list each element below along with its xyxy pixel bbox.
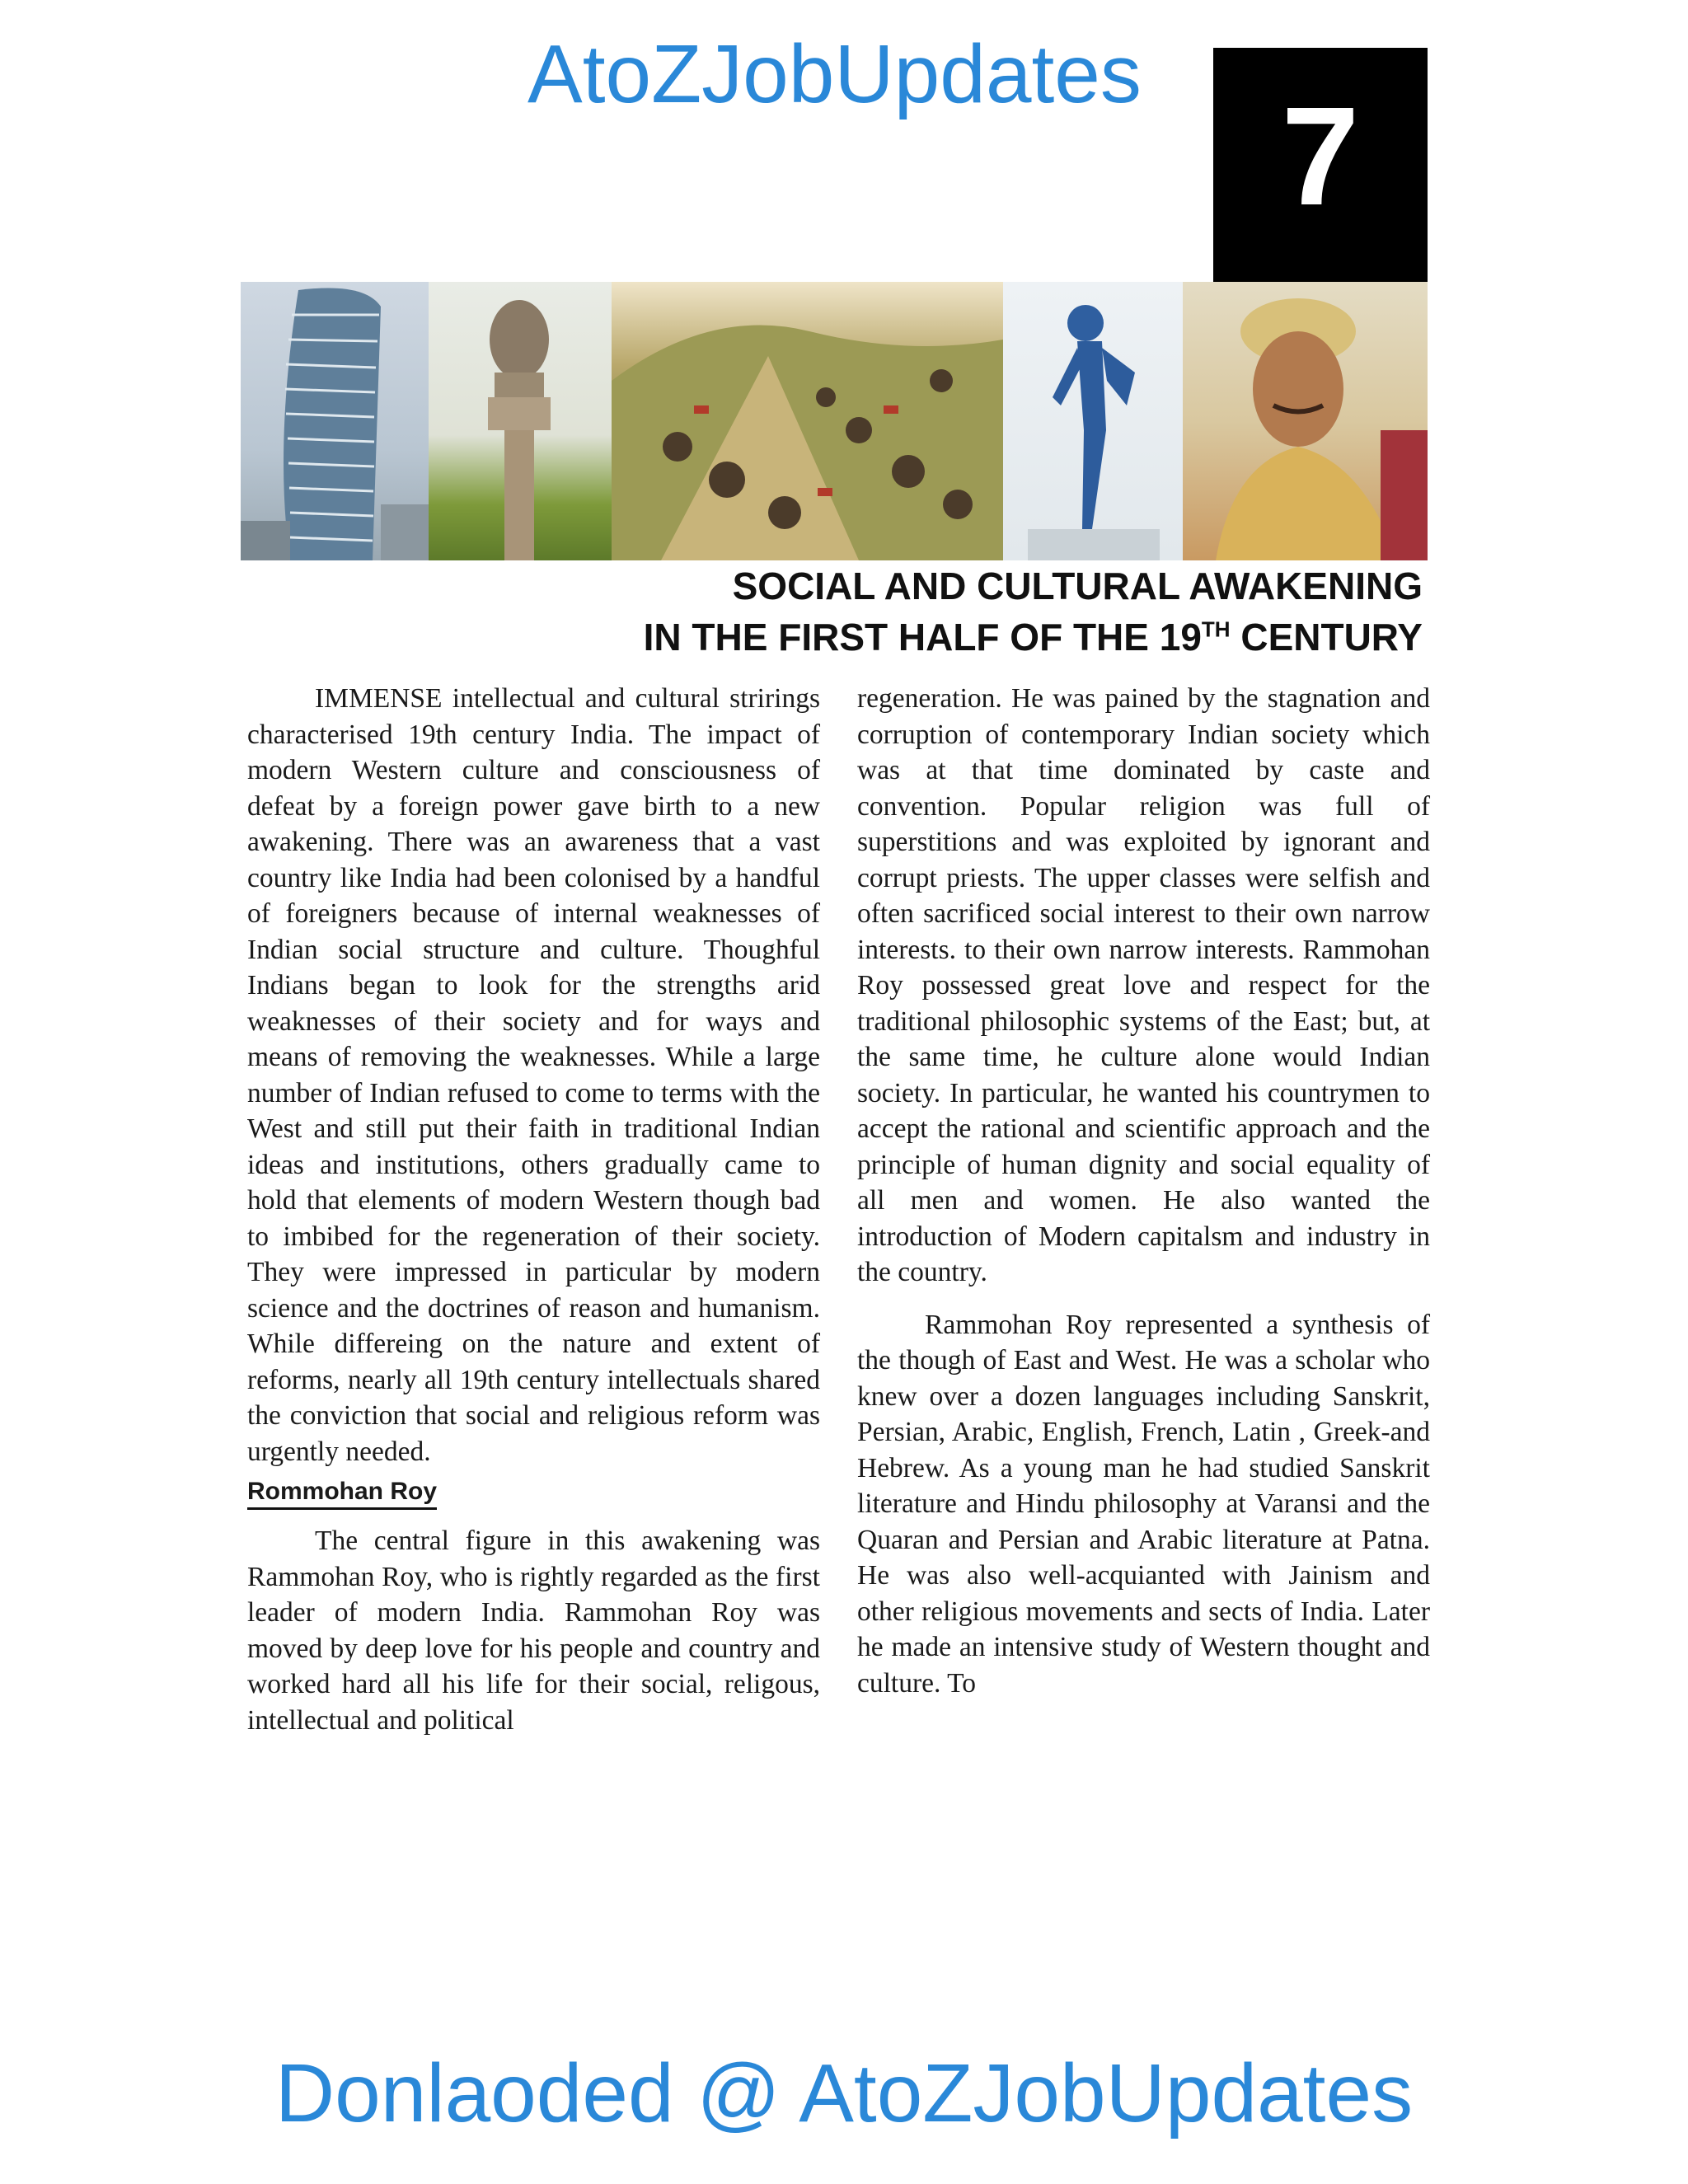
section-subheading: Rommohan Roy	[247, 1476, 437, 1510]
left-text-column	[247, 681, 820, 1738]
chapter-title-line2-suffix: CENTURY	[1230, 616, 1423, 658]
chapter-title	[644, 560, 1423, 663]
battle-painting-image	[612, 282, 1003, 560]
mughal-portrait-image	[1183, 282, 1428, 560]
chapter-title-line2	[644, 612, 1423, 663]
regeneration-paragraph: regeneration. He was pained by the stagnation and corruption of contemporary Indian society which was at that time dominated by caste and convention. Popular religion was full of superstitions and was exploited by ignorant and corrupt priests. The upper classes were selfish and often sacrificed social interest to their own narrow interests. to their own narrow interests. Rammohan Roy possessed great love and respect for the traditional philosophic systems of the East; but, at the same time, he culture alone would Indian society. In particular, he wanted his countrymen to accept the rational and scientific approach and the principle of human dignity and social equality of all men and women. He also wanted the introduction of Modern capitalsm and industry in the country.	[857, 683, 1430, 1287]
chapter-title-line1: SOCIAL AND CULTURAL AWAKENING	[732, 565, 1423, 607]
chapter-banner-images	[241, 282, 1428, 560]
ashoka-pillar-image	[429, 282, 612, 560]
watermark-bottom-text: Donlaoded @ AtoZJobUpdates	[274, 2047, 1414, 2139]
chapter-number-box	[1213, 48, 1428, 282]
right-text-column	[857, 681, 1430, 1701]
rammohan-paragraph: The central figure in this awakening was Rammohan Roy, who is rightly regarded as the first leader of modern India. Rammohan Roy was moved by deep love for his people and country and worked hard all his life for their social, religous, intellectual and political	[247, 1526, 820, 1736]
watermark-top-text: AtoZJobUpdates	[528, 28, 1142, 120]
chapter-title-superscript: TH	[1201, 616, 1231, 642]
synthesis-paragraph: Rammohan Roy represented a synthesis of the though of East and West. He was a scholar who knew over a dozen languages including Sanskrit, Persian, Arabic, English, French, Latin , Greek-and Hebrew. As a young man he had studied Sanskrit literature and Hindu philosophy at Varansi and the Quaran and Persian and Arabic literature at Patna. He was also well-acquianted with Jainism and other religious movements and sects of India. Later he made an intensive study of Western thought and culture. To	[857, 1309, 1430, 1699]
bronze-figurine-image	[1003, 282, 1183, 560]
watermark-bottom	[0, 2047, 1688, 2139]
tower-building-image	[241, 282, 429, 560]
chapter-number: 7	[1281, 78, 1360, 235]
chapter-title-line2-prefix: IN THE FIRST HALF OF THE 19	[643, 616, 1202, 658]
intro-paragraph: IMMENSE intellectual and cultural strirings characterised 19th century India. The impact of modern Western culture and consciousness of defeat by a foreign power gave birth to a new awakening. There was an awareness that a vast country like India had been colonised by a handful of foreigners because of internal weaknesses of Indian social structure and culture. Thoughful Indians began to look for the strengths arid weaknesses of their society and for ways and means of removing the weaknesses. While a large number of Indian refused to come to terms with the West and still put their faith in traditional Indian ideas and institutions, others gradually came to hold that elements of modern Western though bad to imbibed for the regeneration of their society. They were impressed in particular by modern science and the doctrines of reason and humanism. While differeing on the nature and extent of reforms, nearly all 19th century intellectuals shared the conviction that social and religious reform was urgently needed.	[247, 683, 820, 1467]
